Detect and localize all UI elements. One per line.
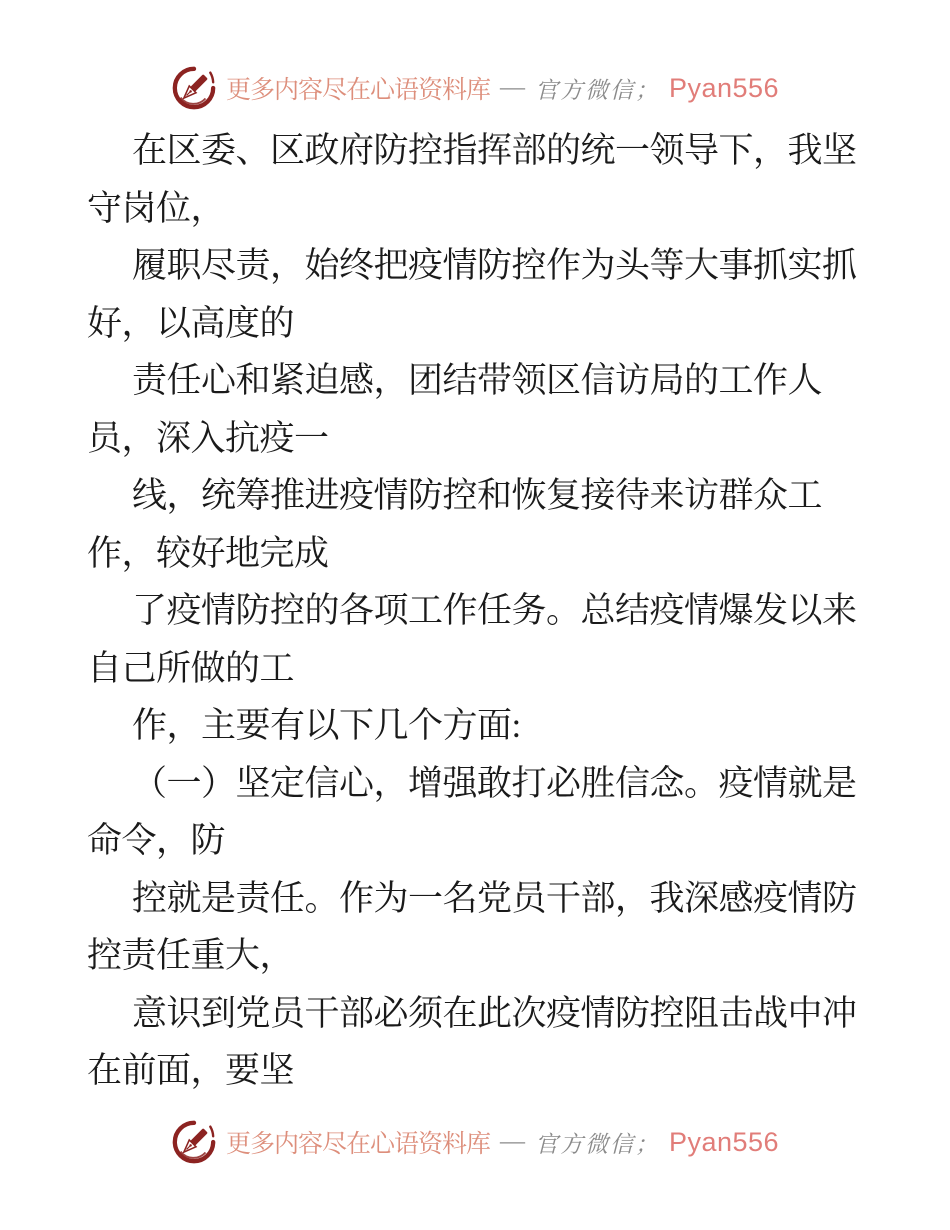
text-line: （一）坚定信心，增强敢打必胜信念。疫情就是 bbox=[132, 763, 857, 803]
text-line: 控就是责任。作为一名党员干部，我深感疫情防 bbox=[132, 878, 857, 918]
watermark-wechat-id: Pyan556 bbox=[668, 1126, 780, 1157]
pen-swirl-logo-icon bbox=[171, 65, 217, 111]
text-line: 命令，防 bbox=[87, 821, 226, 860]
document-body bbox=[87, 122, 877, 1100]
text-line: 作，主要有以下几个方面: bbox=[132, 706, 521, 745]
text-line: 在区委、区政府防控指挥部的统一领导下，我坚 bbox=[132, 131, 857, 170]
text-line: 履职尽责，始终把疫情防控作为头等大事抓实抓 bbox=[132, 246, 857, 285]
watermark-dash: — bbox=[499, 74, 525, 101]
watermark-header bbox=[0, 62, 950, 114]
text-line: 作，较好地完成 bbox=[87, 533, 329, 573]
text-line: 责任心和紧迫感，团结带领区信访局的工作人 bbox=[132, 361, 823, 400]
text-line: 了疫情防控的各项工作任务。总结疫情爆发以来 bbox=[132, 591, 857, 630]
watermark-wechat-label: 官方微信； bbox=[534, 1131, 660, 1157]
text-line: 自己所做的工 bbox=[87, 648, 295, 688]
watermark-dash: — bbox=[499, 1128, 525, 1155]
text-line: 好，以高度的 bbox=[87, 303, 295, 343]
text-line: 意识到党员干部必须在此次疫情防控阻击战中冲 bbox=[132, 993, 857, 1033]
text-line: 控责任重大， bbox=[87, 936, 295, 975]
text-line: 守岗位， bbox=[87, 188, 226, 228]
watermark-footer bbox=[0, 1116, 950, 1168]
text-line: 在前面，要坚 bbox=[87, 1051, 295, 1090]
watermark-brand-text: 更多内容尽在心语资料库 bbox=[225, 1131, 490, 1158]
text-line: 线，统筹推进疫情防控和恢复接待来访群众工 bbox=[132, 476, 823, 515]
pen-swirl-logo-icon bbox=[171, 1119, 217, 1165]
watermark-wechat-id: Pyan556 bbox=[668, 72, 780, 103]
watermark-wechat-label: 官方微信； bbox=[534, 77, 660, 103]
text-line: 员，深入抗疫一 bbox=[87, 418, 329, 458]
watermark-brand-text: 更多内容尽在心语资料库 bbox=[225, 77, 490, 104]
